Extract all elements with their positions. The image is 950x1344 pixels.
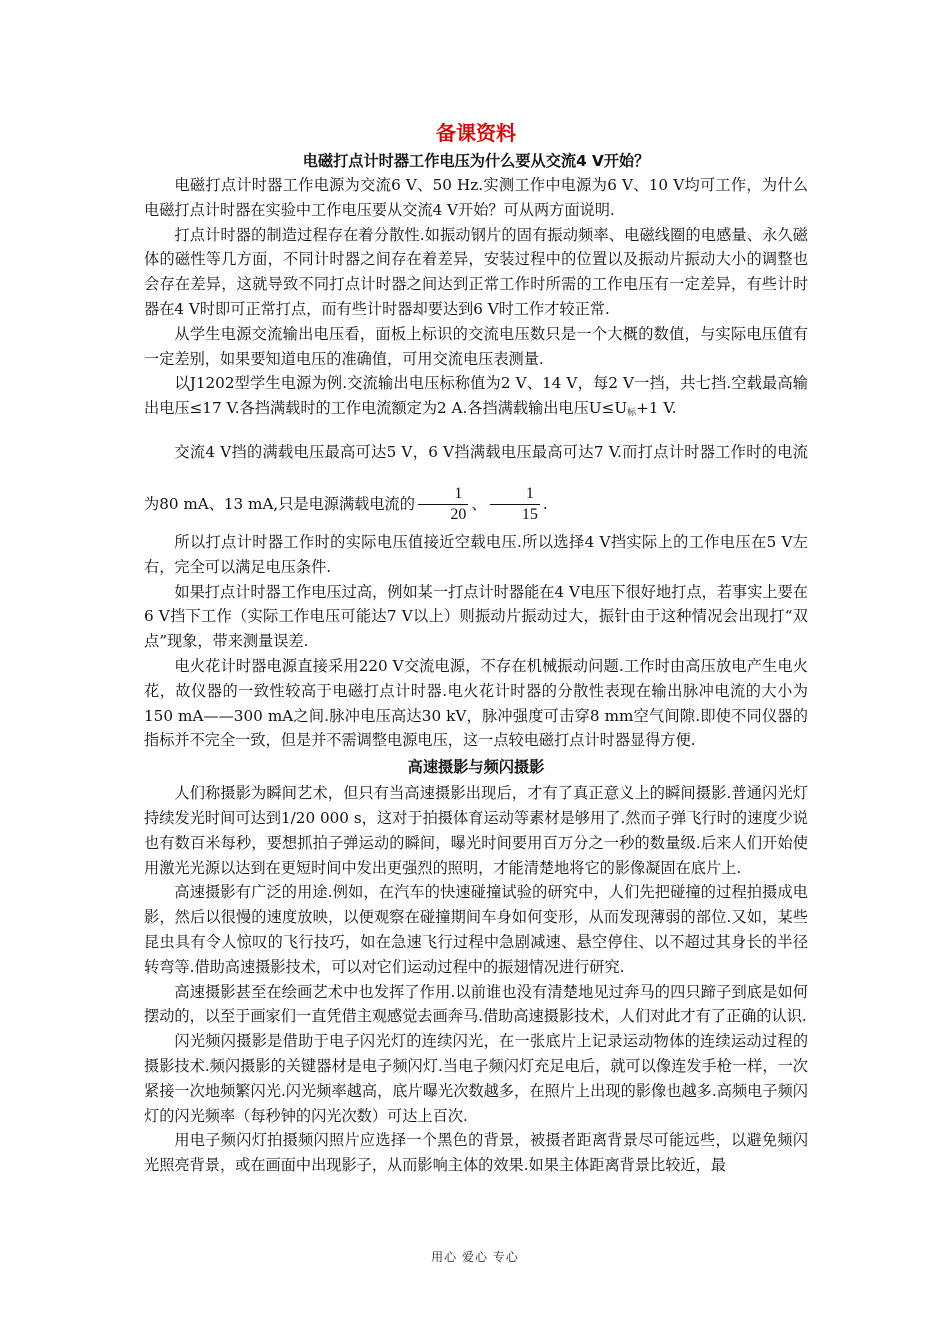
paragraph: 人们称摄影为瞬间艺术，但只有当高速摄影出现后，才有了真正意义上的瞬间摄影.普通闪光灯持续发光时间可达到1/20 000 s，这对于拍摄体育运动等素材是够用了.然而子弹飞行时的速度少说也有数百米每秒，要想抓拍子弹运动的瞬间，曝光时间要用百万分之一秒的数量级.后来人们开始使用激光光源以达到在更短时间中发出更强烈的照明，才能清楚地将它的影像凝固在底片上. <box>144 784 808 877</box>
section-heading-high-speed-photography: 高速摄影与频闪摄影 <box>407 758 545 777</box>
paragraph-with-fractions <box>144 426 808 530</box>
page-footer: 用心 爱心 专心 <box>431 1250 519 1264</box>
subscript-text: 标 <box>627 408 637 419</box>
fraction-numerator: 1 <box>525 485 534 503</box>
fraction-separator: 、 <box>471 494 487 513</box>
paragraph: 闪光频闪摄影是借助于电子闪光灯的连续闪光，在一张底片上记录运动物体的连续运动过程的摄影技术.频闪摄影的关键器材是电子频闪灯.当电子频闪灯充足电后，就可以像连发手枪一样，一次紧接一次地频繁闪光.闪光频率越高，底片曝光次数越多，在照片上出现的影像也越多.高频电子频闪灯的闪光频率（每秒钟的闪光次数）可达上百次. <box>144 1032 808 1125</box>
paragraph-text: 交流4 V挡的满载电压最高可达5 V，6 V挡满载电压最高可达7 V.而打点计时器工作时的电流为80 mA、13 mA,只是电源满载电流的 <box>144 442 808 513</box>
paragraph: 所以打点计时器工作时的实际电压值接近空载电压.所以选择4 V挡实际上的工作电压在5 V左右，完全可以满足电压条件. <box>144 532 808 576</box>
paragraph: 高速摄影有广泛的用途.例如，在汽车的快速碰撞试验的研究中，人们先把碰撞的过程拍摄成电影，然后以很慢的速度放映，以便观察在碰撞期间车身如何变形，从而发现薄弱的部位.又如，某些昆虫具有令人惊叹的飞行技巧，如在急速飞行过程中急剧减速、悬空停住、以不超过其身长的半径转弯等.借助高速摄影技术，可以对它们运动过程中的振翅情况进行研究. <box>144 883 808 976</box>
document-title: 备课资料 <box>436 121 516 145</box>
fraction-one-fifteenth <box>490 484 540 525</box>
paragraph: 高速摄影甚至在绘画艺术中也发挥了作用.以前谁也没有清楚地见过奔马的四只蹄子到底是如何摆动的，以至于画家们一直凭借主观感觉去画奔马.借助高速摄影技术，人们对此才有了正确的认识. <box>144 982 808 1026</box>
fraction-numerator: 1 <box>454 485 463 503</box>
document-page <box>144 118 808 1178</box>
fraction-denominator: 20 <box>450 506 467 524</box>
section-heading-timer-voltage: 电磁打点计时器工作电压为什么要从交流4 V开始？ <box>302 152 650 170</box>
fraction-denominator: 15 <box>521 506 538 524</box>
paragraph: 用电子频闪灯拍摄频闪照片应选择一个黑色的背景，被摄者距离背景尽可能远些，以避免频闪光照亮背景，或在画面中出现影子，从而影响主体的效果.如果主体距离背景比较近，最 <box>144 1131 808 1175</box>
paragraph: 如果打点计时器工作电压过高，例如某一打点计时器能在4 V电压下很好地打点，若事实上要在6 V挡下工作（实际工作电压可能达7 V以上）则振动片振动过大，振针由于这种情况会出现打“双点”现象，带来测量误差. <box>144 582 808 651</box>
paragraph-text: 以J1202型学生电源为例.交流输出电压标称值为2 V、14 V，每2 V一挡，共七挡.空载最高输出电压≤17 V.各挡满载时的工作电流额定为2 A.各挡满载输出电压U≤U <box>144 374 808 418</box>
paragraph: 电火花计时器电源直接采用220 V交流电源，不存在机械振动问题.工作时由高压放电产生电火花，故仪器的一致性较高于电磁打点计时器.电火花计时器的分散性表现在输出脉冲电流的大小为150 mA——300 mA之间.脉冲电压高达30 kV，脉冲强度可击穿8 mm空气间隙.即使不同仪器的指标并不完全一致，但是并不需调整电源电压，这一点较电磁打点计时器显得方便. <box>144 656 808 750</box>
paragraph <box>144 371 808 426</box>
fraction-one-twentieth <box>418 484 468 525</box>
paragraph: 打点计时器的制造过程存在着分散性.如振动钢片的固有振动频率、电磁线圈的电感量、永久磁体的磁性等几方面，不同计时器之间存在着差异，安装过程中的位置以及振动片振动大小的调整也会存在差异，这就导致不同打点计时器之间达到正常工作时所需的工作电压有一定差异，有些计时器在4 V时即可正常打点，而有些计时器却要达到6 V时工作才较正常. <box>144 225 808 318</box>
paragraph-text: +1 V. <box>636 399 677 418</box>
sentence-end: . <box>542 494 548 513</box>
paragraph: 电磁打点计时器工作电源为交流6 V、50 Hz.实测工作中电源为6 V、10 V均可工作，为什么电磁打点计时器在实验中工作电压要从交流4 V开始？可从两方面说明. <box>144 176 808 219</box>
paragraph: 从学生电源交流输出电压看，面板上标识的交流电压数只是一个大概的数值，与实际电压值有一定差别，如果要知道电压的准确值，可用交流电压表测量. <box>144 324 808 368</box>
